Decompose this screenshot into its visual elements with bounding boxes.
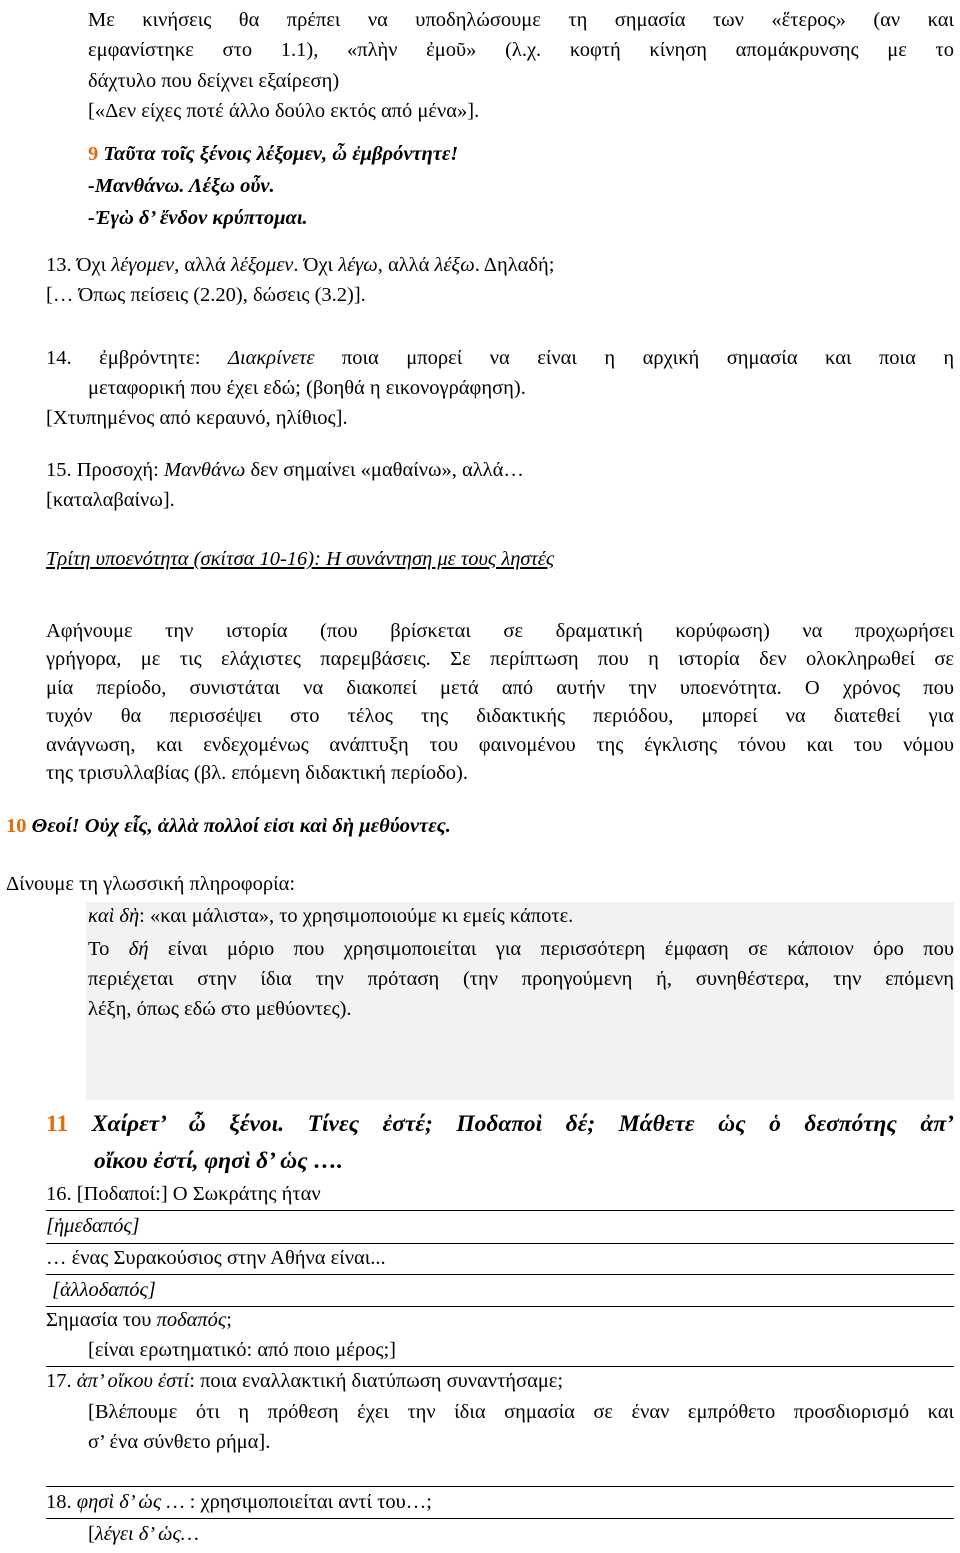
paragraph-line-5: ανάγνωση, και ενδεχομένως ανάπτυξη του φαινομένου της έγκλισης τόνου και του νόμου bbox=[46, 734, 954, 756]
q13-term-h: λέξω bbox=[434, 254, 475, 276]
question-17 bbox=[46, 1367, 563, 1395]
question-number: 14. bbox=[46, 347, 72, 369]
sketch-9-line-3: -Ἐγὼ δ’ ἔνδον κρύπτομαι. bbox=[88, 207, 308, 229]
q14-text-c: ποια μπορεί να είναι η αρχική σημασία και ποια η bbox=[341, 347, 955, 369]
paragraph-line-2: γρήγορα, με τις ελάχιστες παρεμβάσεις. Σε περίπτωση που η ιστορία δεν ολοκληρωθεί σε bbox=[46, 648, 954, 670]
q17-term: ἀπ’ οἴκου ἐστί bbox=[76, 1370, 190, 1392]
question-14 bbox=[46, 344, 954, 372]
info-heading: Δίνουμε τη γλωσσική πληροφορία: bbox=[6, 873, 296, 895]
sketch-9-line-1 bbox=[88, 140, 458, 168]
question-16-answer-1 bbox=[46, 1212, 140, 1240]
q16-q-pre: Σημασία του bbox=[46, 1309, 152, 1331]
q16-q-post: ; bbox=[226, 1309, 232, 1331]
paragraph-line-6: της τρισυλλαβίας (βλ. επόμενη διδακτική περίοδο). bbox=[46, 762, 468, 784]
q14-term-b: Διακρίνετε bbox=[227, 347, 315, 369]
sketch-number: 9 bbox=[88, 143, 99, 165]
q13-text-i: . Δηλαδή; bbox=[474, 254, 555, 276]
info-b-text: είναι μόριο που χρησιμοποιείται για περισσότερη έμφαση σε κάποιον όρο που bbox=[167, 938, 955, 960]
paragraph-line-1: Αφήνουμε την ιστορία (που βρίσκεται σε δραματική κορύφωση) να προχωρήσει bbox=[46, 620, 954, 642]
q13-text-e: . Όχι bbox=[293, 254, 334, 276]
question-16-answer-3: [είναι ερωτηματικό: από ποιο μέρος;] bbox=[88, 1339, 397, 1361]
q15-text-a: Προσοχή: bbox=[76, 459, 159, 481]
q18-term: φησὶ δ’ ὡς … bbox=[76, 1491, 185, 1513]
q18-ans-pre: [ bbox=[88, 1523, 95, 1545]
question-14-answer: [Χτυπημένος από κεραυνό, ηλίθιος]. bbox=[46, 407, 348, 429]
sketch-11-line-1 bbox=[46, 1110, 954, 1138]
question-17-answer-1: [Βλέπουμε ότι η πρόθεση έχει την ίδια σημασία σε έναν εμπρόθετο προσδιορισμό και bbox=[88, 1401, 954, 1423]
info-line-b2: περιέχεται στην ίδια την πρόταση (την προηγούμενη ή, συνηθέστερα, την επόμενη bbox=[88, 968, 954, 990]
question-15-answer: [καταλαβαίνω]. bbox=[46, 489, 175, 511]
info-term-a: καὶ δὴ bbox=[88, 905, 140, 927]
q13-term-f: λέγω bbox=[338, 254, 378, 276]
intro-line-1: Με κινήσεις θα πρέπει να υποδηλώσουμε τη σημασία των «ἕτερος» (αν και bbox=[88, 9, 954, 31]
q15-text-c: δεν σημαίνει «μαθαίνω», αλλά… bbox=[250, 459, 524, 481]
question-18 bbox=[46, 1488, 432, 1516]
question-13 bbox=[46, 251, 554, 279]
q16-text: [Ποδαποί:] Ο Σωκράτης ήταν bbox=[76, 1183, 321, 1205]
question-15 bbox=[46, 456, 524, 484]
sketch-number: 11 bbox=[46, 1111, 69, 1137]
ancient-text: Χαίρετ’ ὦ ξένοι. Τίνες ἐστέ; Ποδαποὶ δέ; Μάθετε ὡς ὁ δεσπότης ἀπ’ bbox=[91, 1111, 955, 1137]
divider bbox=[46, 1486, 954, 1487]
divider bbox=[46, 1518, 954, 1519]
question-16-meaning bbox=[46, 1306, 232, 1334]
question-number: 17. bbox=[46, 1370, 72, 1392]
sketch-9-line-2: -Μανθάνω. Λέξω οὖν. bbox=[88, 175, 275, 197]
paragraph-line-3: μία περίοδο, συνιστάται να διακοπεί μετά από αυτήν την υποενότητα. Ο χρόνος που bbox=[46, 677, 954, 699]
paragraph-line-4: τυχόν θα περισσέψει στο τέλος της διδακτικής περιόδου, μπορεί να διατεθεί για bbox=[46, 705, 954, 727]
divider bbox=[46, 1274, 954, 1275]
q14-term-a: ἐμβρόντητε: bbox=[99, 347, 201, 369]
q16-q-term: ποδαπός bbox=[156, 1309, 227, 1331]
info-line-b1 bbox=[88, 935, 954, 963]
q18-text: : χρησιμοποιείται αντί του…; bbox=[189, 1491, 432, 1513]
question-16 bbox=[46, 1180, 321, 1208]
q13-text-a: Όχι bbox=[76, 254, 107, 276]
question-17-answer-2: σ’ ένα σύνθετο ρήμα]. bbox=[88, 1431, 271, 1453]
sketch-11-line-2: οἴκου ἐστί, φησὶ δ’ ὡς …. bbox=[94, 1148, 343, 1174]
q13-term-d: λέξομεν bbox=[230, 254, 294, 276]
q16-ans1: [ἡμεδαπός] bbox=[46, 1215, 140, 1237]
question-16-line-2: … ένας Συρακούσιος στην Αθήνα είναι... bbox=[46, 1247, 386, 1269]
intro-line-4: [«Δεν είχες ποτέ άλλο δούλο εκτός από μένα»]. bbox=[88, 100, 480, 122]
sketch-10 bbox=[6, 812, 451, 840]
q15-term-b: Μανθάνω bbox=[163, 459, 246, 481]
intro-line-2: εμφανίστηκε στο 1.1), «πλὴν ἐμοῦ» (λ.χ. κοφτή κίνηση απομάκρυνσης με το bbox=[88, 39, 954, 61]
q17-text: : ποια εναλλακτική διατύπωση συναντήσαμε; bbox=[189, 1370, 564, 1392]
question-number: 15. bbox=[46, 459, 72, 481]
q18-ans-term: λέγει δ’ ὡς… bbox=[94, 1523, 199, 1545]
intro-line-3: δάχτυλο που δείχνει εξαίρεση) bbox=[88, 70, 340, 92]
q16-ans2: [ἀλλοδαπός] bbox=[52, 1279, 156, 1301]
question-18-answer bbox=[88, 1520, 199, 1548]
info-line-b3: λέξη, όπως εδώ στο μεθύοντες). bbox=[88, 998, 352, 1020]
question-number: 16. bbox=[46, 1183, 72, 1205]
info-text-a: : «και μάλιστα», το χρησιμοποιούμε κι εμείς κάποτε. bbox=[139, 905, 574, 927]
question-14-line-2: μεταφορική που έχει εδώ; (βοηθά η εικονογράφηση). bbox=[88, 377, 526, 399]
question-number: 13. bbox=[46, 254, 72, 276]
q13-term-b: λέγομεν bbox=[111, 254, 175, 276]
info-b-term: δή bbox=[128, 938, 149, 960]
divider bbox=[46, 1210, 954, 1211]
ancient-text: Θεοί! Οὐχ εἷς, ἀλλὰ πολλοί εἰσι καὶ δὴ μεθύοντες. bbox=[31, 815, 451, 837]
question-13-answer: [… Όπως πείσεις (2.20), δώσεις (3.2)]. bbox=[46, 284, 366, 306]
info-b-pre: Το bbox=[88, 938, 110, 960]
sketch-number: 10 bbox=[6, 815, 27, 837]
question-number: 18. bbox=[46, 1491, 72, 1513]
question-16-answer-2 bbox=[52, 1276, 156, 1304]
q13-text-g: , αλλά bbox=[377, 254, 430, 276]
section-heading: Τρίτη υποενότητα (σκίτσα 10-16): Η συνάντηση με τους ληστές bbox=[46, 548, 555, 570]
q13-text-c: , αλλά bbox=[174, 254, 226, 276]
info-line-a bbox=[88, 902, 573, 930]
ancient-text: Ταῦτα τοῖς ξένοις λέξομεν, ὦ ἐμβρόντητε! bbox=[103, 143, 459, 165]
